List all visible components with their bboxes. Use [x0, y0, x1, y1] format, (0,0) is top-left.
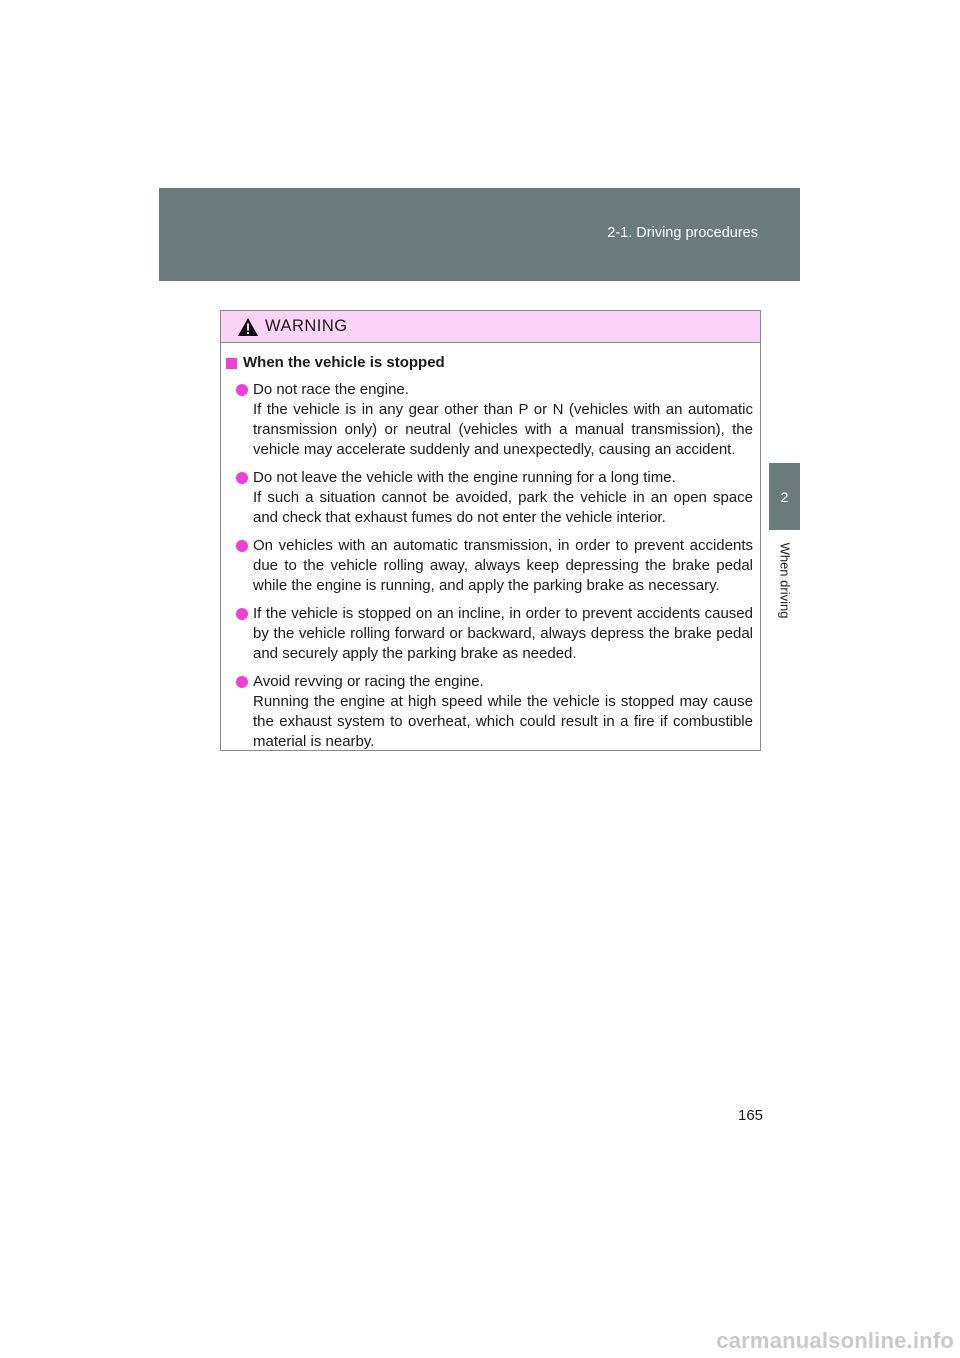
circle-bullet-icon — [236, 540, 248, 552]
chapter-label-container — [769, 533, 800, 628]
item-line: by the vehicle rolling forward or backward, always depress the brake pedal — [253, 625, 753, 642]
item-line: If such a situation cannot be avoided, park the vehicle in an open space — [253, 489, 753, 506]
circle-bullet-icon — [236, 472, 248, 484]
warning-title: WARNING — [265, 317, 348, 335]
item-line: If the vehicle is stopped on an incline, in order to prevent accidents caused — [253, 605, 753, 622]
section-title: 2-1. Driving procedures — [607, 225, 758, 241]
item-line: transmission only) or neutral (vehicles with a manual transmission), the — [253, 421, 753, 438]
item-line: the exhaust system to overheat, which could result in a fire if combustible — [253, 713, 753, 730]
warning-triangle-icon — [237, 317, 259, 337]
item-line: material is nearby. — [253, 733, 375, 750]
item-line: while the engine is running, and apply the parking brake as necessary. — [253, 577, 720, 594]
item-line: If the vehicle is in any gear other than P or N (vehicles with an automatic — [253, 401, 753, 418]
item-line: Do not race the engine. — [253, 381, 409, 398]
circle-bullet-icon — [236, 676, 248, 688]
section-heading-text: When the vehicle is stopped — [243, 354, 445, 371]
chapter-number: 2 — [780, 488, 789, 505]
circle-bullet-icon — [236, 384, 248, 396]
item-line: and securely apply the parking brake as needed. — [253, 645, 577, 662]
item-line: Avoid revving or racing the engine. — [253, 673, 484, 690]
watermark[interactable]: carmanualsonline.info — [716, 1328, 954, 1353]
section-heading — [226, 353, 753, 373]
item-line: vehicle may accelerate suddenly and unexpectedly, causing an accident. — [253, 441, 736, 458]
header-band — [159, 188, 800, 281]
item-line: Running the engine at high speed while the vehicle is stopped may cause — [253, 693, 753, 710]
chapter-tab — [769, 463, 800, 530]
list-item — [226, 468, 753, 528]
list-item — [226, 672, 753, 752]
list-item — [226, 536, 753, 596]
warning-box — [220, 310, 761, 751]
square-bullet-icon — [226, 358, 237, 369]
chapter-label: When driving — [777, 542, 792, 619]
circle-bullet-icon — [236, 608, 248, 620]
list-item — [226, 380, 753, 460]
warning-header — [221, 311, 760, 343]
warning-list — [226, 380, 753, 752]
page-number: 165 — [738, 1107, 764, 1124]
list-item — [226, 604, 753, 664]
warning-body — [221, 343, 760, 752]
item-line: due to the vehicle rolling away, always keep depressing the brake pedal — [253, 557, 753, 574]
item-line: and check that exhaust fumes do not enter the vehicle interior. — [253, 509, 666, 526]
item-line: On vehicles with an automatic transmission, in order to prevent accidents — [253, 537, 753, 554]
item-line: Do not leave the vehicle with the engine running for a long time. — [253, 469, 676, 486]
